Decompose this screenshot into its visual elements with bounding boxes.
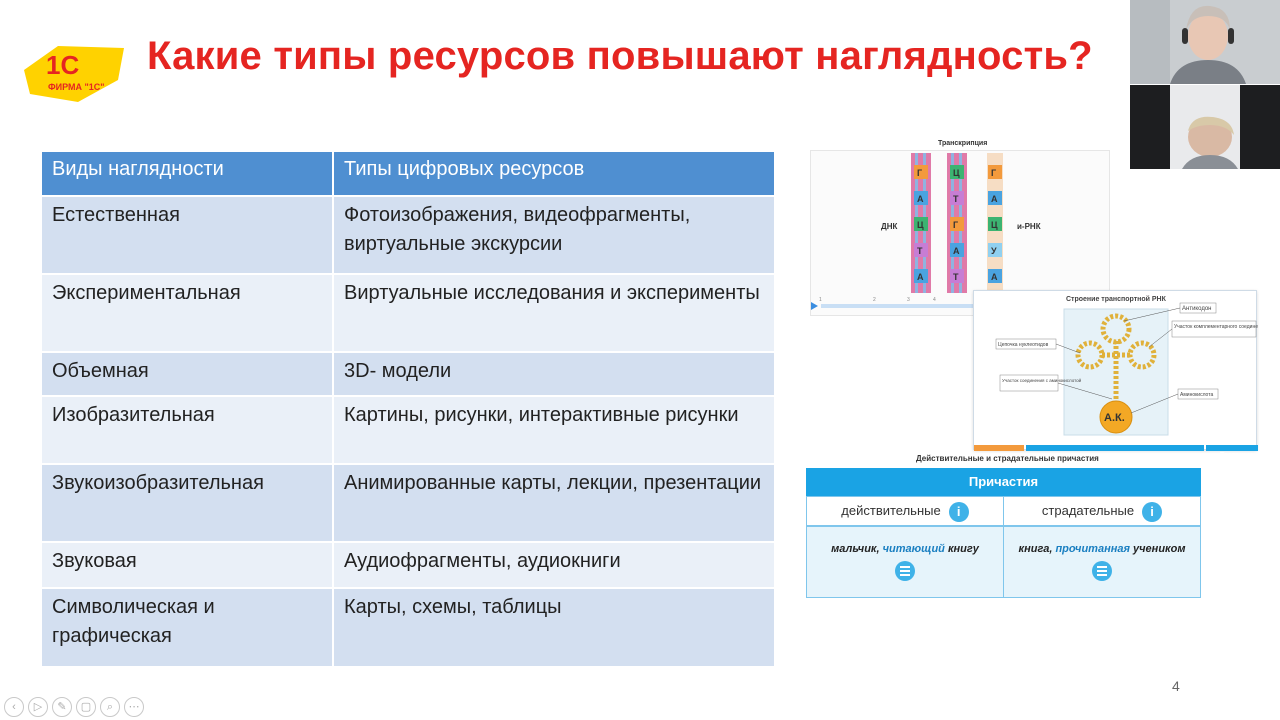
timeline-mark: 2	[873, 297, 876, 303]
dna-base: Г	[953, 220, 959, 230]
table-cell: Аудиофрагменты, аудиокниги	[333, 542, 775, 588]
logo-caption: ФИРМА "1С"	[48, 82, 105, 92]
presentation-toolbar	[4, 697, 144, 719]
webcam-presenter	[1130, 0, 1280, 84]
dna-base: А	[917, 272, 924, 282]
zoom-icon[interactable]: ⌕	[100, 697, 120, 717]
table-cell: Фотоизображения, видеофрагменты, виртуальные экскурсии	[333, 196, 775, 274]
resources-table	[42, 152, 776, 666]
table-header-row	[42, 152, 775, 196]
trna-label: Участок соединения с аминокислотой	[1002, 378, 1082, 383]
table-cell: Карты, схемы, таблицы	[333, 588, 775, 666]
table-cell: Звукоизобразительная	[42, 464, 333, 542]
participles-header: Причастия	[806, 468, 1201, 496]
table-header-cell: Виды наглядности	[42, 152, 333, 196]
trna-title: Строение транспортной РНК	[1066, 296, 1166, 303]
dna-base: Ц	[953, 168, 960, 178]
slides-icon[interactable]: ▢	[76, 697, 96, 717]
example-text: книга,	[1018, 543, 1056, 555]
logo-1c	[18, 40, 130, 106]
logo-brand: 1С	[46, 50, 80, 80]
col-active-label: действительные	[841, 503, 941, 518]
example-text: книгу	[944, 543, 979, 555]
example-text: мальчик,	[831, 543, 883, 555]
timeline-mark: 4	[933, 297, 936, 303]
table-row	[42, 464, 775, 542]
rna-base: А	[991, 194, 998, 204]
example-highlight: читающий	[882, 543, 945, 555]
example-active	[806, 526, 1004, 598]
trna-label: Цепочка нуклеотидов	[998, 342, 1049, 348]
table-cell: Картины, рисунки, интерактивные рисунки	[333, 396, 775, 464]
table-row	[42, 274, 775, 352]
dna-base: Ц	[917, 220, 924, 230]
table-row	[42, 352, 775, 396]
trna-diagram	[974, 291, 1258, 451]
info-icon[interactable]: i	[1142, 502, 1162, 522]
example-highlight: прочитанная	[1055, 543, 1130, 555]
info-icon[interactable]: i	[949, 502, 969, 522]
timeline-mark: 3	[907, 297, 910, 303]
dna-base: Г	[917, 168, 923, 178]
pen-icon[interactable]: ✎	[52, 697, 72, 717]
rna-label: и-РНК	[1017, 222, 1041, 231]
menu-icon[interactable]	[895, 561, 915, 581]
dna-base: А	[917, 194, 924, 204]
participles-caption: Действительные и страдательные причастия	[916, 454, 1099, 463]
table-cell: Символическая и графическая	[42, 588, 333, 666]
table-cell: Естественная	[42, 196, 333, 274]
dna-caption: Транскрипция	[938, 140, 988, 147]
example-text: учеником	[1129, 543, 1186, 555]
dna-label: ДНК	[881, 222, 898, 231]
trna-label: Антикодон	[1182, 306, 1212, 312]
rna-base: А	[991, 272, 998, 282]
table-row	[42, 542, 775, 588]
prev-icon[interactable]: ‹	[4, 697, 24, 717]
amino-acid-label: А.К.	[1104, 412, 1125, 424]
slide-title: Какие типы ресурсов повышают наглядность?	[147, 34, 1093, 78]
table-cell: Анимированные карты, лекции, презентации	[333, 464, 775, 542]
table-cell: Экспериментальная	[42, 274, 333, 352]
participles-image	[806, 454, 1201, 602]
table-row	[42, 396, 775, 464]
dna-base: А	[953, 246, 960, 256]
table-cell: 3D- модели	[333, 352, 775, 396]
table-header-cell: Типы цифровых ресурсов	[333, 152, 775, 196]
table-cell: Звуковая	[42, 542, 333, 588]
table-row	[42, 588, 775, 666]
table-cell: Виртуальные исследования и эксперименты	[333, 274, 775, 352]
menu-icon[interactable]	[1092, 561, 1112, 581]
page-number: 4	[1172, 678, 1180, 694]
rna-base: Г	[991, 168, 997, 178]
dna-base: Т	[953, 194, 959, 204]
webcam-participant	[1130, 85, 1280, 169]
table-cell: Изобразительная	[42, 396, 333, 464]
table-cell: Объемная	[42, 352, 333, 396]
trna-tab-tests[interactable]: Тестовые	[1220, 452, 1254, 459]
table-row	[42, 196, 775, 274]
rna-base: Ц	[991, 220, 998, 230]
rna-base: У	[991, 246, 997, 256]
col-active	[806, 496, 1004, 526]
dna-base: Т	[953, 272, 959, 282]
play-icon[interactable]: ▷	[28, 697, 48, 717]
example-passive	[1003, 526, 1201, 598]
col-passive	[1003, 496, 1201, 526]
col-passive-label: страдательные	[1041, 503, 1135, 518]
more-icon[interactable]: ⋯	[124, 697, 144, 717]
trna-image	[973, 290, 1258, 459]
timeline-mark: 1	[819, 297, 822, 303]
trna-label: Аминокислота	[1180, 392, 1214, 398]
trna-label: Участок комплементарного соединения	[1174, 324, 1258, 330]
dna-base: Т	[917, 246, 923, 256]
